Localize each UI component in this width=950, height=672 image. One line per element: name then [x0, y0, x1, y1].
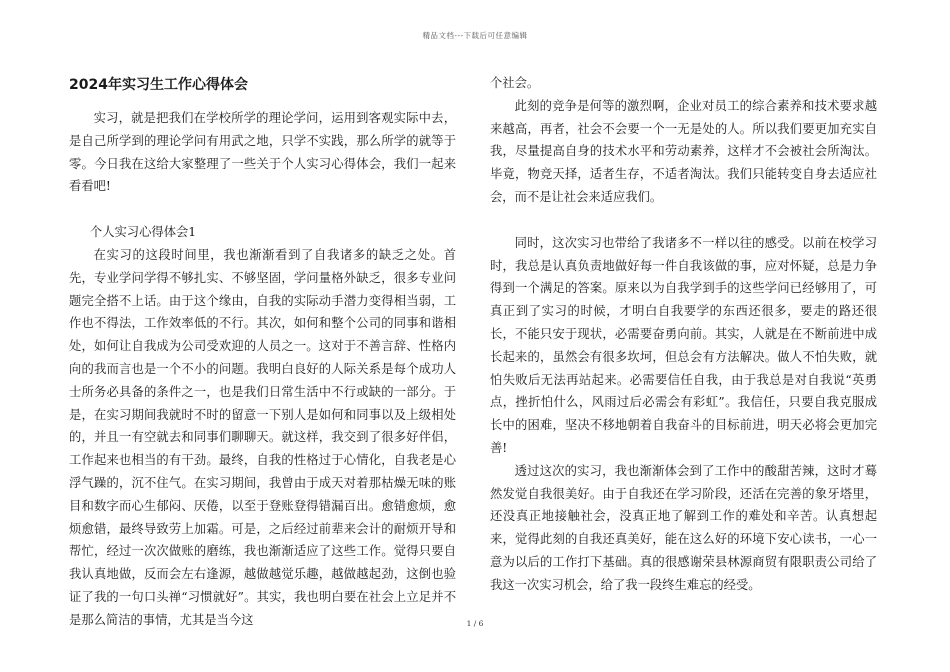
intro-paragraph: 实习，就是把我们在学校所学的理论学问，运用到客观实际中去，是自己所学到的理论学问有用武之地，只学不实践，那么所学的就等于零。今日我在这给大家整理了一些关于个人实习心得体会，我们一起来看看吧!	[69, 111, 456, 194]
paragraph-gap	[490, 209, 877, 232]
body-paragraph: 此刻的竞争是何等的激烈啊，企业对员工的综合素养和技术要求越来越高，再者，社会不会要一个一无是处的人。所以我们要更加充实自我，尽量提高自身的技术水平和劳动素养，这样才不会被社会所淘汰。毕竟，物竞天择，适者生存，不适者淘汰。我们只能转变自身去适应社会，而不是让社会来适应我们。	[490, 98, 877, 204]
continued-paragraph: 个社会。	[490, 76, 540, 90]
section-heading: 个人实习心得体会1	[89, 225, 197, 240]
body-paragraph: 透过这次的实习，我也渐渐体会到了工作中的酸甜苦辣，这时才蓦然发觉自我很美好。由于自我还在学习阶段，还活在完善的象牙塔里，还没真正地接触社会，没真正地了解到工作的难处和辛苦。认真想起来，觉得此刻的自我还真美好，能在这么好的环境下安心读书，一心一意为以后的工作打下基础。真的很感谢荣县林源商贸有限职责公司给了我这一次实习机会，给了我一段终生难忘的经受。	[490, 463, 877, 592]
paragraph-gap	[69, 198, 456, 221]
page-header: 精品文档---下载后可任意编辑	[422, 31, 528, 40]
right-column	[490, 72, 877, 597]
page-number: 1 / 6	[466, 619, 484, 628]
body-paragraph: 在实习的这段时间里，我也渐渐看到了自我诸多的缺乏之处。首先，专业学问学得不够扎实、不够坚固，学问量格外缺乏，很多专业问题完全搭不上话。由于这个缘由，自我的实际动手潜力变得相当弱，工作也不得法，工作效率低的不行。其次，如何和整个公司的同事和谐相处，如何让自我成为公司受欢迎的人员之一。这对于不善言辞、性格内向的我而言也是一个不小的问题。我明白良好的人际关系是每个成功人士所务必具备的条件之一，也是我们日常生活中不行或缺的一部分。于是，在实习期间我就时不时的留意一下别人是如何和同事以及上级相处的，并且一有空就去和同事们聊聊天。就这样，我交到了很多好伴侣，工作起来也相当的有干劲。最终，自我的性格过于心情化，自我老是心浮气躁的，沉不住气。在实习期间，我曾由于成天对着那枯燥无味的账目和数字而心生郁闷、厌倦，以至于登账登得错漏百出。愈错愈烦，愈烦愈错，最终导致劳上加霜。可是，之后经过前辈来会计的耐烦开导和帮忙，经过一次次做账的磨练，我也渐渐适应了这些工作。觉得只要自我认真地做，反而会左右逢源，越做越觉乐趣，越做越起劲，这倒也验证了我的一句口头禅“习惯就好”。其实，我也明白要在社会上立足并不是那么简洁的事情，尤其是当今这	[69, 247, 456, 627]
body-paragraph: 同时，这次实习也带给了我诸多不一样以往的感受。以前在校学习时，我总是认真负责地做好每一件自我该做的事，应对怀疑，总是力争得到一个满足的答案。原来以为自我学到手的这些学问已经够用了，可真正到了实习的时候，才明白自我要学的东西还很多，要走的路还很长，不能只安于现状，必需要奋勇向前。其实，人就是在不断前进中成长起来的，虽然会有很多坎坷，但总会有方法解决。做人不怕失败，就怕失败后无法再站起来。必需要信任自我，由于我总是对自我说“英勇点，挫折怕什么，风雨过后必需会有彩虹”。我信任，只要自我克服成长中的困难，坚决不移地朝着自我奋斗的目标前进，明天必将会更加完善!	[490, 235, 877, 455]
left-column	[69, 72, 456, 632]
document-title: 2024年实习生工作心得体会	[69, 77, 248, 93]
